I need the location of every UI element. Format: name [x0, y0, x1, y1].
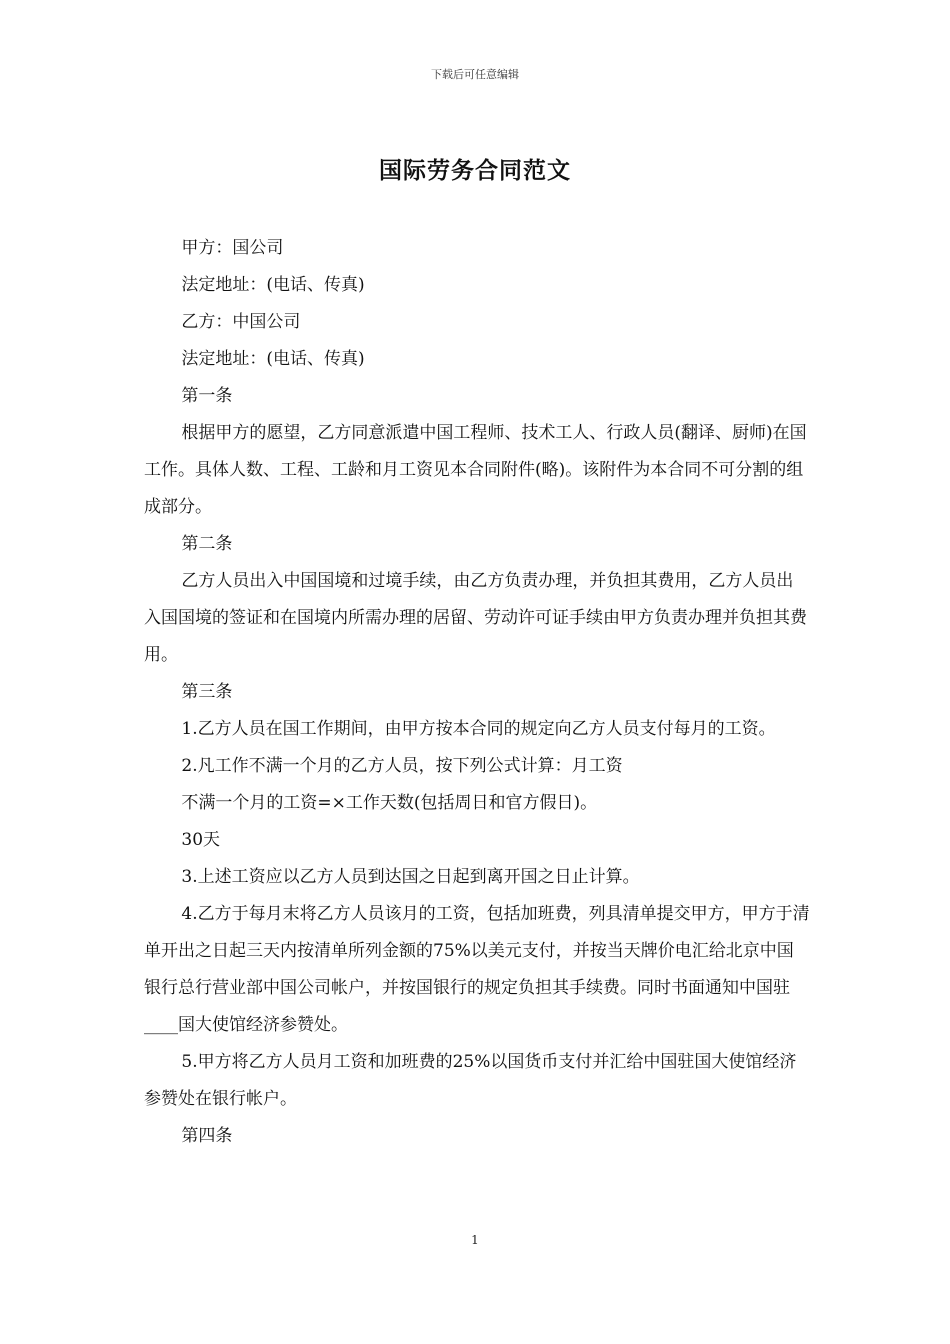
page-number: 1 — [471, 1233, 479, 1247]
paragraph: 乙方：中国公司 — [181, 312, 301, 332]
article-heading: 第四条 — [181, 1126, 233, 1146]
article-heading: 第三条 — [181, 682, 233, 702]
document-body — [144, 230, 810, 1155]
paragraph: 甲方：国公司 — [181, 238, 284, 258]
paragraph: 2.凡工作不满一个月的乙方人员，按下列公式计算：月工资 — [181, 756, 623, 776]
article-heading: 第二条 — [181, 534, 233, 554]
header-note: 下载后可任意编辑 — [431, 68, 519, 81]
paragraph: 5.甲方将乙方人员月工资和加班费的25%以国货币支付并汇给中国驻国大使馆经济参赞处在银行帐户。 — [144, 1052, 797, 1109]
paragraph: 3.上述工资应以乙方人员到达国之日起到离开国之日止计算。 — [181, 867, 640, 887]
paragraph: 不满一个月的工资=×工作天数(包括周日和官方假日)。 — [181, 793, 598, 813]
paragraph: 30天 — [181, 830, 221, 850]
article-heading: 第一条 — [181, 386, 233, 406]
paragraph: 根据甲方的愿望，乙方同意派遣中国工程师、技术工人、行政人员(翻译、厨师)在国工作。具体人数、工程、工龄和月工资见本合同附件(略)。该附件为本合同不可分割的组成部分。 — [144, 423, 807, 517]
document-title: 国际劳务合同范文 — [379, 157, 571, 184]
paragraph: 法定地址：(电话、传真) — [181, 275, 365, 295]
paragraph: 1.乙方人员在国工作期间，由甲方按本合同的规定向乙方人员支付每月的工资。 — [181, 719, 776, 739]
paragraph: 法定地址：(电话、传真) — [181, 349, 365, 369]
paragraph: 乙方人员出入中国国境和过境手续，由乙方负责办理，并负担其费用，乙方人员出入国国境的签证和在国境内所需办理的居留、劳动许可证手续由甲方负责办理并负担其费用。 — [144, 571, 807, 665]
paragraph: 4.乙方于每月末将乙方人员该月的工资，包括加班费，列具清单提交甲方，甲方于清单开出之日起三天内按清单所列金额的75%以美元支付，并按当天牌价电汇给北京中国银行总行营业部中国公司帐户，并按国银行的规定负担其手续费。同时书面通知中国驻____国大使馆经济参赞处。 — [144, 904, 810, 1035]
